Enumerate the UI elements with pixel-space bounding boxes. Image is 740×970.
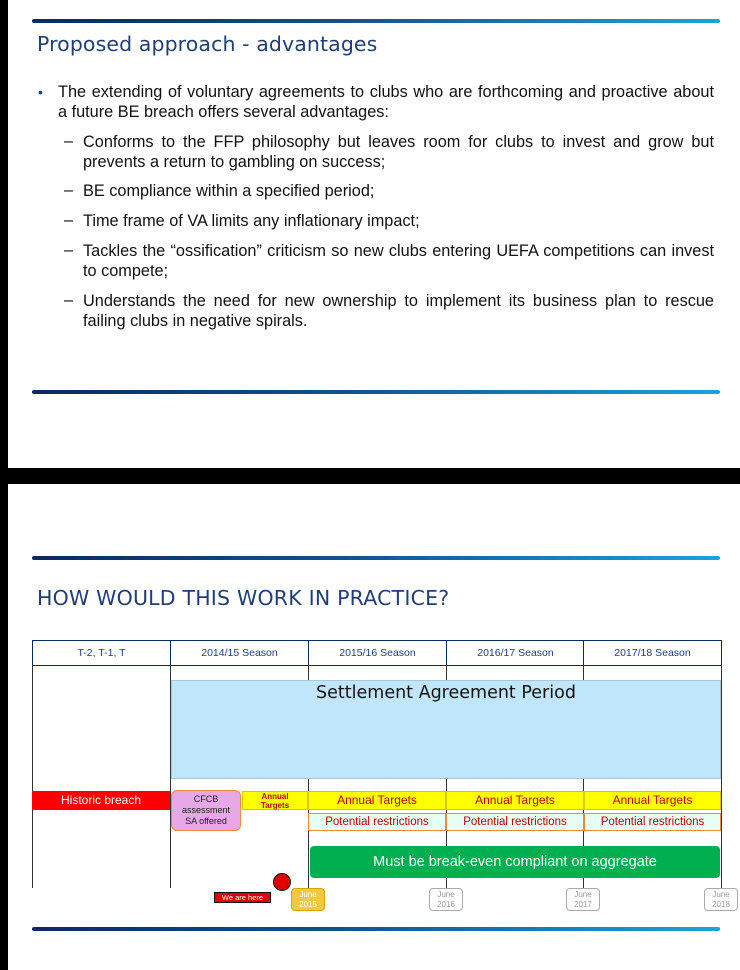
settlement-label: Settlement Agreement Period: [316, 683, 576, 703]
milestone-year: 2016: [437, 900, 455, 909]
dash-icon: –: [64, 291, 74, 309]
top-rule: [32, 556, 720, 560]
milestone-year: 2015: [299, 900, 317, 909]
milestone-year: 2018: [712, 900, 730, 909]
break-even-box: Must be break-even compliant on aggregate: [310, 846, 720, 878]
annual-targets-small-box: [242, 791, 308, 810]
advantage-item: Understands the need for new ownership to implement its business plan to rescue failing clubs in negative spirals.: [83, 292, 714, 330]
header-cell: 2015/16 Season: [308, 640, 447, 666]
advantage-item: Tackles the “ossification” criticism so new clubs entering UEFA competitions can invest to compete;: [83, 242, 714, 280]
dash-icon: –: [64, 211, 74, 229]
milestone-month: June: [437, 890, 455, 899]
dash-icon: –: [64, 181, 74, 199]
cfcb-line: assessment: [181, 805, 231, 815]
milestone-june-2018: [704, 888, 738, 911]
current-position-marker: [273, 873, 291, 891]
bottom-rule: [32, 390, 720, 394]
milestone-june-2017: [566, 888, 600, 911]
annual-targets-line: Annual: [261, 792, 289, 801]
potential-restrictions-box: Potential restrictions: [584, 813, 721, 831]
potential-restrictions-box: Potential restrictions: [308, 813, 446, 831]
grid-line: [32, 666, 33, 888]
advantage-item: Time frame of VA limits any inflationary impact;: [83, 212, 420, 230]
advantage-item: Conforms to the FFP philosophy but leaves room for clubs to invest and grow but prevents a return to gambling on success;: [83, 133, 714, 171]
advantage-item: BE compliance within a specified period;: [83, 182, 375, 200]
bottom-rule: [32, 927, 720, 931]
milestone-year: 2017: [574, 900, 592, 909]
intro-text: The extending of voluntary agreements to clubs who are forthcoming and proactive about a future BE breach offers several advantages:: [58, 83, 714, 121]
bullet-icon: •: [38, 84, 43, 100]
dash-icon: –: [64, 241, 74, 259]
annual-targets-box: Annual Targets: [308, 791, 446, 810]
milestone-month: June: [574, 890, 592, 899]
milestone-june-2016: [429, 888, 463, 911]
header-cell: 2017/18 Season: [583, 640, 722, 666]
header-cell: 2014/15 Season: [170, 640, 309, 666]
potential-restrictions-box: Potential restrictions: [446, 813, 584, 831]
header-cell: T-2, T-1, T: [32, 640, 171, 666]
slide-title: Proposed approach - advantages: [37, 32, 378, 56]
annual-targets-line: Targets: [260, 800, 290, 810]
milestone-month: June: [712, 890, 730, 899]
cfcb-line: CFCB: [193, 794, 219, 804]
top-rule: [32, 19, 720, 23]
slide-advantages: [8, 0, 740, 468]
dash-icon: –: [64, 132, 74, 150]
milestone-june-2015: [291, 888, 325, 911]
annual-targets-box: Annual Targets: [446, 791, 584, 810]
grid-line: [721, 666, 722, 888]
historic-breach-box: Historic breach: [32, 791, 170, 810]
cfcb-line: SA offered: [185, 816, 227, 826]
cfcb-assessment-box: [171, 790, 241, 831]
slide-title: HOW WOULD THIS WORK IN PRACTICE?: [37, 586, 450, 610]
milestone-month: June: [299, 890, 317, 899]
header-cell: 2016/17 Season: [446, 640, 585, 666]
slide-practice: [8, 484, 740, 970]
annual-targets-box: Annual Targets: [584, 791, 721, 810]
we-are-here-label: We are here: [214, 892, 271, 903]
